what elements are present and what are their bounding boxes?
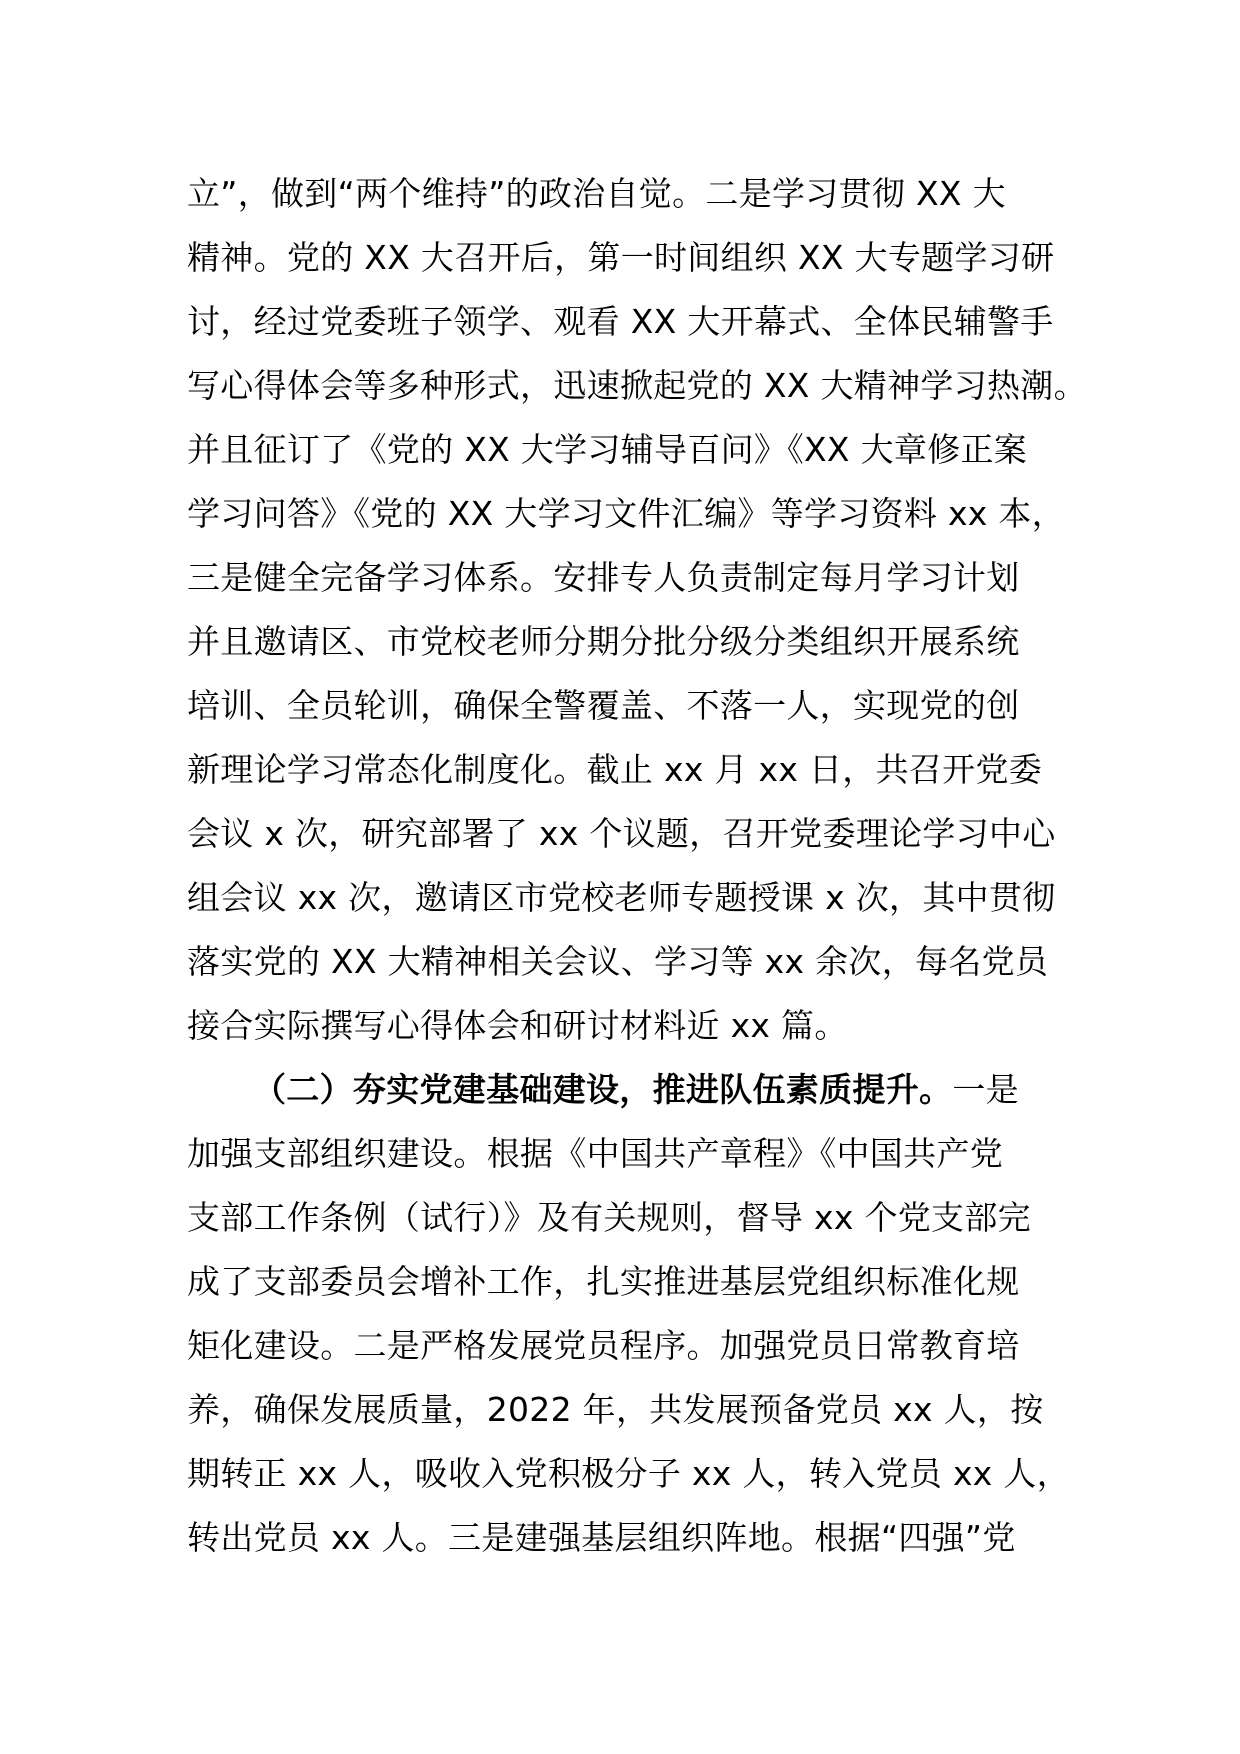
text-line: 养，确保发展质量，2022 年，共发展预备党员 xx 人，按 (187, 1390, 1044, 1429)
text-line: 写心得体会等多种形式，迅速掀起党的 XX 大精神学习热潮。 (187, 366, 1087, 405)
text-line: 接合实际撰写心得体会和研讨材料近 xx 篇。 (187, 1006, 848, 1045)
text-line: 新理论学习常态化制度化。截止 xx 月 xx 日，共召开党委 (187, 750, 1043, 789)
text-line: 精神。党的 XX 大召开后，第一时间组织 XX 大专题学习研 (187, 238, 1055, 277)
text-line: 转出党员 xx 人。三是建强基层组织阵地。根据“四强”党 (187, 1518, 1016, 1557)
text-line: 三是健全完备学习体系。安排专人负责制定每月学习计划 (187, 558, 1020, 597)
text-line: 支部工作条例（试行）》及有关规则，督导 xx 个党支部完 (187, 1198, 1031, 1237)
section-heading-line (187, 1058, 1067, 1122)
section-heading-tail: 一是 (952, 1070, 1019, 1109)
body-text (187, 162, 1087, 1570)
text-line: 成了支部委员会增补工作，扎实推进基层党组织标准化规 (187, 1262, 1020, 1301)
text-line: 并且邀请区、市党校老师分期分批分级分类组织开展系统 (187, 622, 1020, 661)
text-line: 讨，经过党委班子领学、观看 XX 大开幕式、全体民辅警手 (187, 302, 1054, 341)
text-line: 加强支部组织建设。根据《中国共产章程》《中国共产党 (187, 1134, 1003, 1173)
text-line: 期转正 xx 人，吸收入党积极分子 xx 人，转入党员 xx 人， (187, 1454, 1071, 1493)
text-line: 组会议 xx 次，邀请区市党校老师专题授课 x 次，其中贯彻 (187, 878, 1056, 917)
text-line: 学习问答》《党的 XX 大学习文件汇编》等学习资料 xx 本， (187, 494, 1066, 533)
text-line: 矩化建设。二是严格发展党员程序。加强党员日常教育培 (187, 1326, 1020, 1365)
text-line: 立”，做到“两个维持”的政治自觉。二是学习贯彻 XX 大 (187, 174, 1006, 213)
section-heading: （二）夯实党建基础建设，推进队伍素质提升。 (253, 1070, 953, 1109)
text-line: 会议 x 次，研究部署了 xx 个议题，召开党委理论学习中心 (187, 814, 1056, 853)
text-line: 培训、全员轮训，确保全警覆盖、不落一人，实现党的创 (187, 686, 1020, 725)
text-line: 落实党的 XX 大精神相关会议、学习等 xx 余次，每名党员 (187, 942, 1049, 981)
text-line: 并且征订了《党的 XX 大学习辅导百问》《XX 大章修正案 (187, 430, 1028, 469)
